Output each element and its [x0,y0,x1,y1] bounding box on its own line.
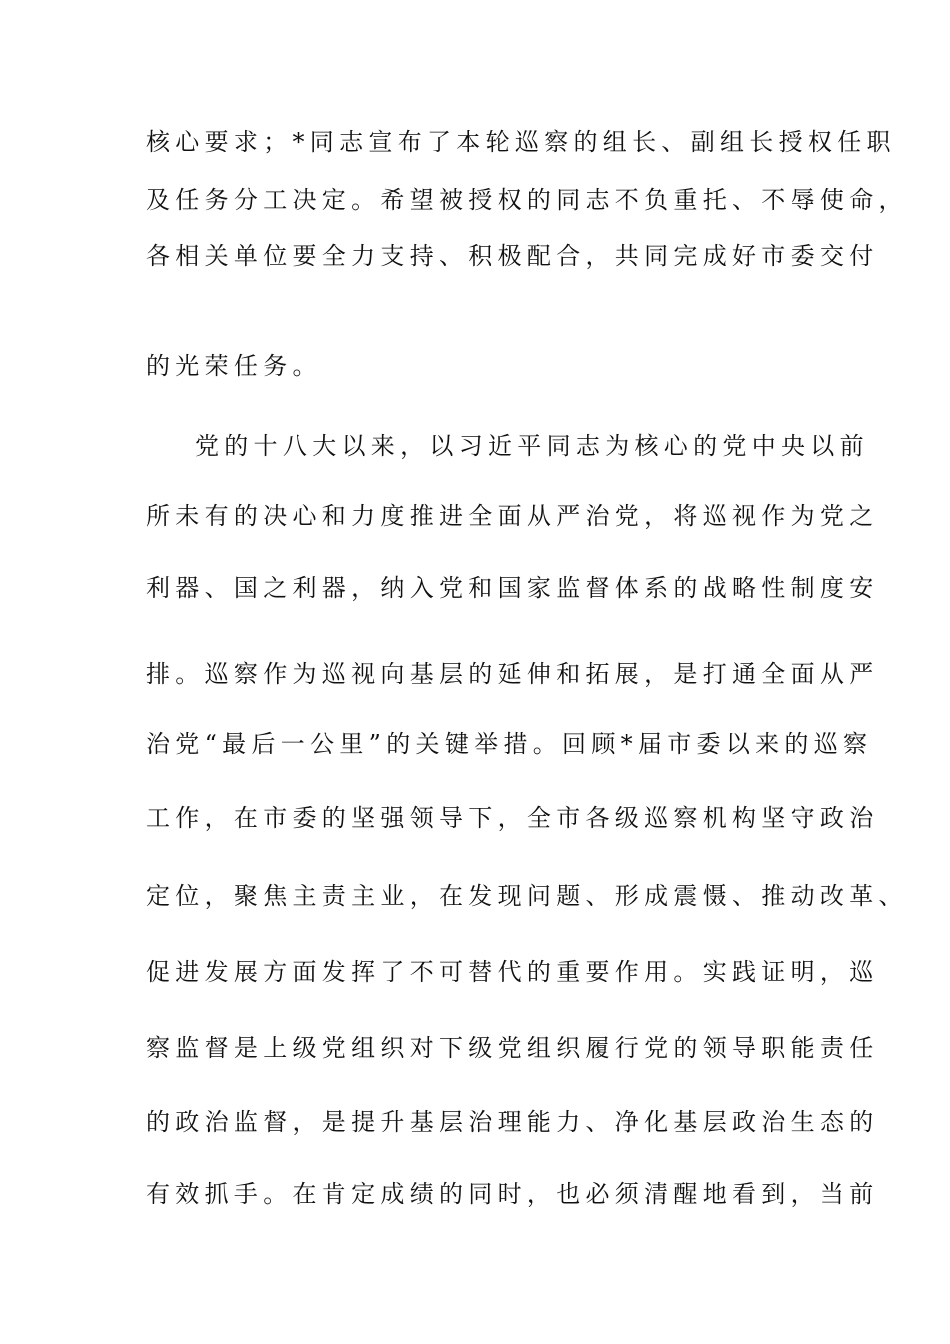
paragraph-line: 核心要求；*同志宣布了本轮巡察的组长、副组长授权任职 [146,128,896,156]
paragraph-line: 及任务分工决定。希望被授权的同志不负重托、不辱使命， [146,186,908,214]
paragraph-line: 的政治监督，是提升基层治理能力、净化基层政治生态的 [146,1108,879,1136]
paragraph-line: 定位，聚焦主责主业，在发现问题、形成震慑、推动改革、 [146,882,908,910]
paragraph-line: 利器、国之利器，纳入党和国家监督体系的战略性制度安 [146,574,879,602]
paragraph-line: 治党“最后一公里”的关键举措。回顾*届市委以来的巡察 [146,730,873,758]
paragraph-line: 工作，在市委的坚强领导下，全市各级巡察机构坚守政治 [146,804,879,832]
paragraph-line: 促进发展方面发挥了不可替代的重要作用。实践证明，巡 [146,958,879,986]
paragraph-line: 排。巡察作为巡视向基层的延伸和拓展，是打通全面从严 [146,660,879,688]
paragraph-line: 所未有的决心和力度推进全面从严治党，将巡视作为党之 [146,502,879,530]
paragraph-line: 各相关单位要全力支持、积极配合，共同完成好市委交付 [146,242,879,270]
paragraph-line: 察监督是上级党组织对下级党组织履行党的领导职能责任 [146,1034,879,1062]
paragraph-line: 的光荣任务。 [146,352,322,380]
paragraph-line: 党的十八大以来，以习近平同志为核心的党中央以前 [195,432,869,460]
paragraph-line: 有效抓手。在肯定成绩的同时，也必须清醒地看到，当前 [146,1180,879,1208]
